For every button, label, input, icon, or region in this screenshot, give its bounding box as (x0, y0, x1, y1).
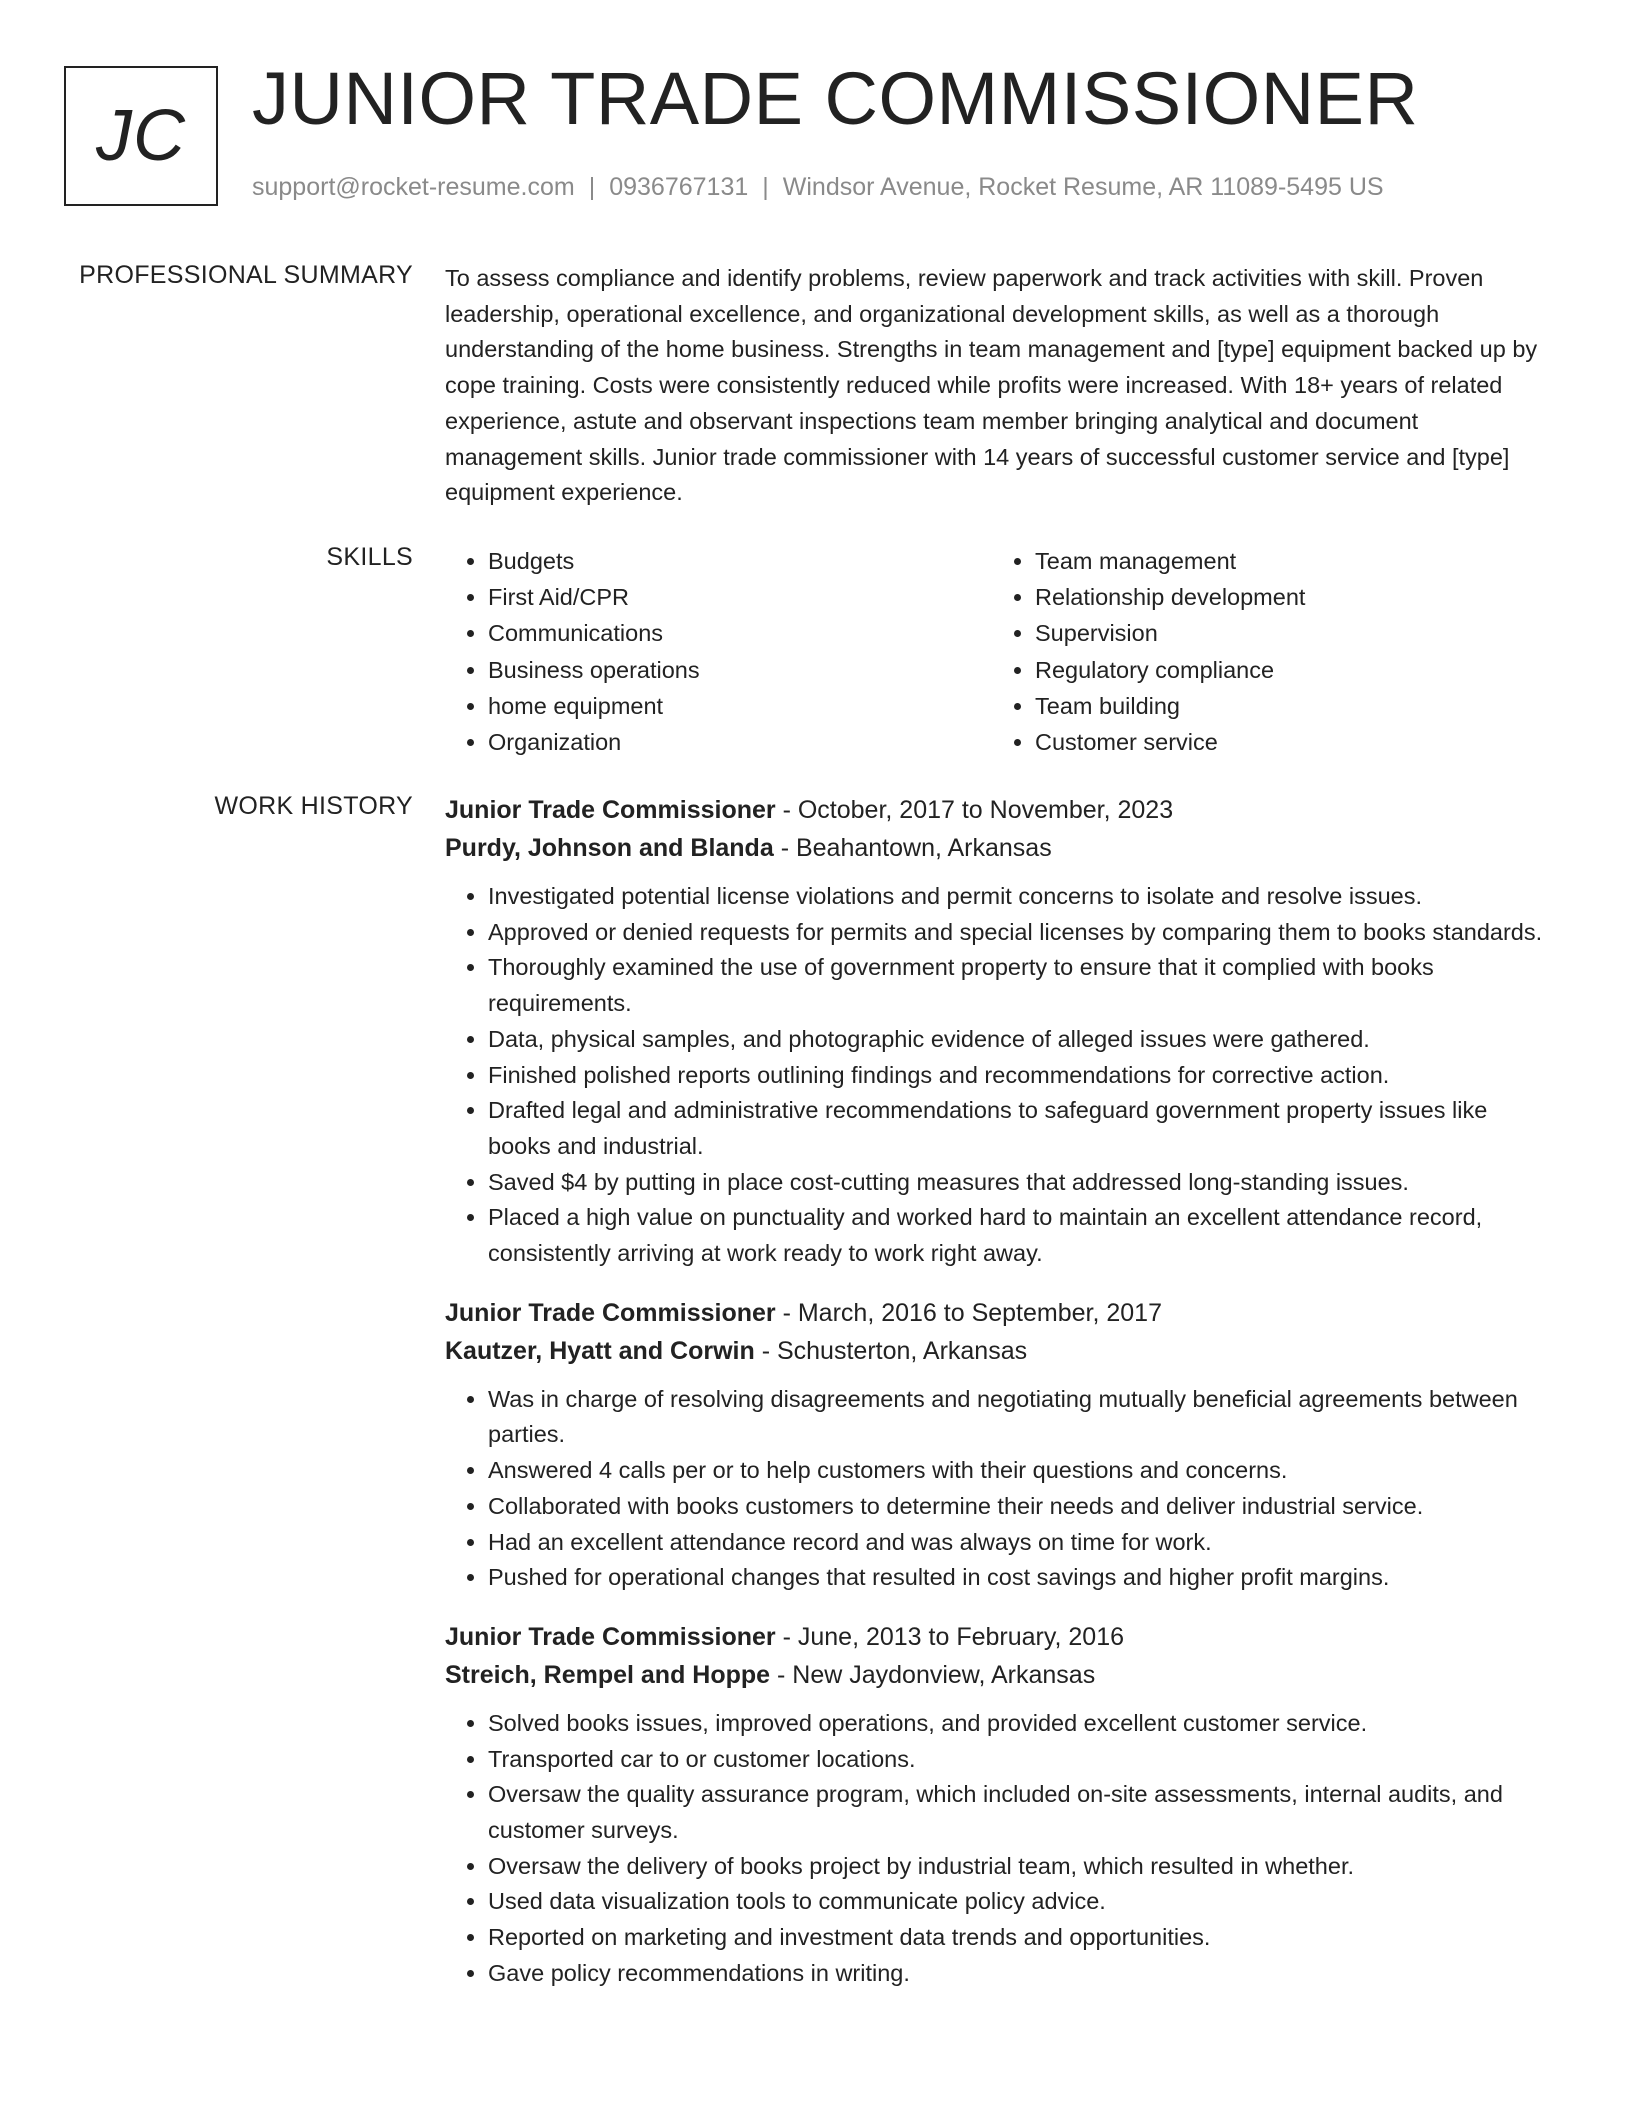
skills-title: SKILLS (326, 543, 413, 571)
job-bullet: • Oversaw the delivery of books project by industrial team, which resulted in whether. (488, 1849, 1555, 1885)
skill-item: • Budgets (488, 543, 992, 579)
job-bullet: • Collaborated with books customers to determine their needs and deliver industrial service. (488, 1489, 1555, 1525)
skill-item: • Supervision (1035, 615, 1539, 651)
job-location: - New Jaydonview, Arkansas (770, 1660, 1096, 1689)
job-bullet: • Placed a high value on punctuality and worked hard to maintain an excellent attendance record, consistently arriving at work ready to work right away. (488, 1200, 1555, 1271)
skills-columns (445, 543, 1555, 760)
job-location: - Schusterton, Arkansas (754, 1336, 1028, 1365)
job-bullets (445, 1382, 1555, 1596)
job-title-line (445, 1618, 1555, 1656)
skill-item: • Business operations (488, 652, 992, 688)
skill-item: • Organization (488, 724, 992, 760)
job-role: Junior Trade Commissioner (445, 1622, 776, 1651)
job-bullet: • Used data visualization tools to communicate policy advice. (488, 1884, 1555, 1920)
skill-item: • Customer service (1035, 724, 1539, 760)
job-bullet: • Data, physical samples, and photographic evidence of alleged issues were gathered. (488, 1022, 1555, 1058)
job-role: Junior Trade Commissioner (445, 796, 776, 824)
summary-text: To assess compliance and identify problems, review paperwork and track activities with skill. Proven leadership, operational excellence, and organizational development skills, as well as a thorough understanding of the home business. Strengths in team management and [type] equipment backed up by cope training. Costs were consistently reduced while profits were increased. With 18+ years of related experience, astute and observant inspections team member bringing analytical and document management skills. Junior trade commissioner with 14 years of successful customer service and [type] equipment experience. (445, 265, 1538, 506)
job-entry (445, 1294, 1555, 1596)
skill-item: • First Aid/CPR (488, 579, 992, 615)
job-bullet: • Gave policy recommendations in writing. (488, 1956, 1555, 1992)
job-dates: - October, 2017 to November, 2023 (775, 796, 1174, 824)
job-company: Kautzer, Hyatt and Corwin (445, 1336, 755, 1365)
job-bullet: • Transported car to or customer locations. (488, 1742, 1555, 1778)
skill-item: • Relationship development (1035, 579, 1539, 615)
job-bullets (445, 879, 1555, 1272)
skill-item: • Team building (1035, 688, 1539, 724)
monogram-box (64, 66, 218, 206)
job-bullet: • Reported on marketing and investment data trends and opportunities. (488, 1920, 1555, 1956)
job-bullet: • Saved $4 by putting in place cost-cutting measures that addressed long-standing issues. (488, 1165, 1555, 1201)
job-company: Purdy, Johnson and Blanda (445, 834, 774, 862)
job-bullets (445, 1706, 1555, 1992)
job-bullet: • Answered 4 calls per or to help customers with their questions and concerns. (488, 1453, 1555, 1489)
work-history-body (445, 791, 1555, 2014)
work-history-title: WORK HISTORY (214, 792, 413, 820)
contact-separator: | (588, 173, 596, 201)
skill-item: • Team management (1035, 543, 1539, 579)
skill-item: • Regulatory compliance (1035, 652, 1539, 688)
job-bullet: • Investigated potential license violations and permit concerns to isolate and resolve issues. (488, 879, 1555, 915)
skills-body (445, 543, 1555, 760)
job-company: Streich, Rempel and Hoppe (445, 1660, 771, 1689)
job-company-line (445, 1656, 1555, 1694)
job-dates: - March, 2016 to September, 2017 (775, 1298, 1162, 1327)
job-bullet: • Was in charge of resolving disagreements and negotiating mutually beneficial agreements between parties. (488, 1382, 1555, 1453)
contact-email[interactable]: support@rocket-resume.com (252, 173, 575, 201)
job-bullet: • Solved books issues, improved operations, and provided excellent customer service. (488, 1706, 1555, 1742)
job-bullet: • Finished polished reports outlining findings and recommendations for corrective action. (488, 1058, 1555, 1094)
summary-title: PROFESSIONAL SUMMARY (79, 261, 413, 289)
job-bullet: • Had an excellent attendance record and was always on time for work. (488, 1525, 1555, 1561)
candidate-name: JUNIOR TRADE COMMISSIONER (252, 57, 1419, 140)
contact-phone[interactable]: 0936767131 (609, 173, 749, 201)
skills-list-left (445, 543, 992, 760)
contact-address: Windsor Avenue, Rocket Resume, AR 11089-5495 US (782, 173, 1384, 201)
job-bullet: • Pushed for operational changes that resulted in cost savings and higher profit margins. (488, 1560, 1555, 1596)
contact-line (252, 173, 1384, 202)
job-company-line (445, 829, 1555, 867)
job-bullet: • Oversaw the quality assurance program, which included on-site assessments, internal audits, and customer surveys. (488, 1777, 1555, 1848)
monogram-initials: JC (96, 96, 186, 176)
job-title-line (445, 791, 1555, 829)
job-entry (445, 1618, 1555, 1992)
job-bullet: • Drafted legal and administrative recommendations to safeguard government property issues like books and industrial. (488, 1093, 1555, 1164)
summary-body (445, 261, 1555, 511)
job-bullet: • Thoroughly examined the use of government property to ensure that it complied with books requirements. (488, 950, 1555, 1021)
job-dates: - June, 2013 to February, 2016 (775, 1622, 1125, 1651)
skill-item: • home equipment (488, 688, 992, 724)
job-location: - Beahantown, Arkansas (773, 834, 1052, 862)
contact-separator: | (762, 173, 769, 201)
job-company-line (445, 1332, 1555, 1370)
job-role: Junior Trade Commissioner (445, 1298, 776, 1327)
job-bullet: • Approved or denied requests for permits and special licenses by comparing them to books standards. (488, 915, 1555, 951)
job-entry (445, 791, 1555, 1272)
skills-list-right (992, 543, 1539, 760)
job-title-line (445, 1294, 1555, 1332)
skill-item: • Communications (488, 615, 992, 651)
